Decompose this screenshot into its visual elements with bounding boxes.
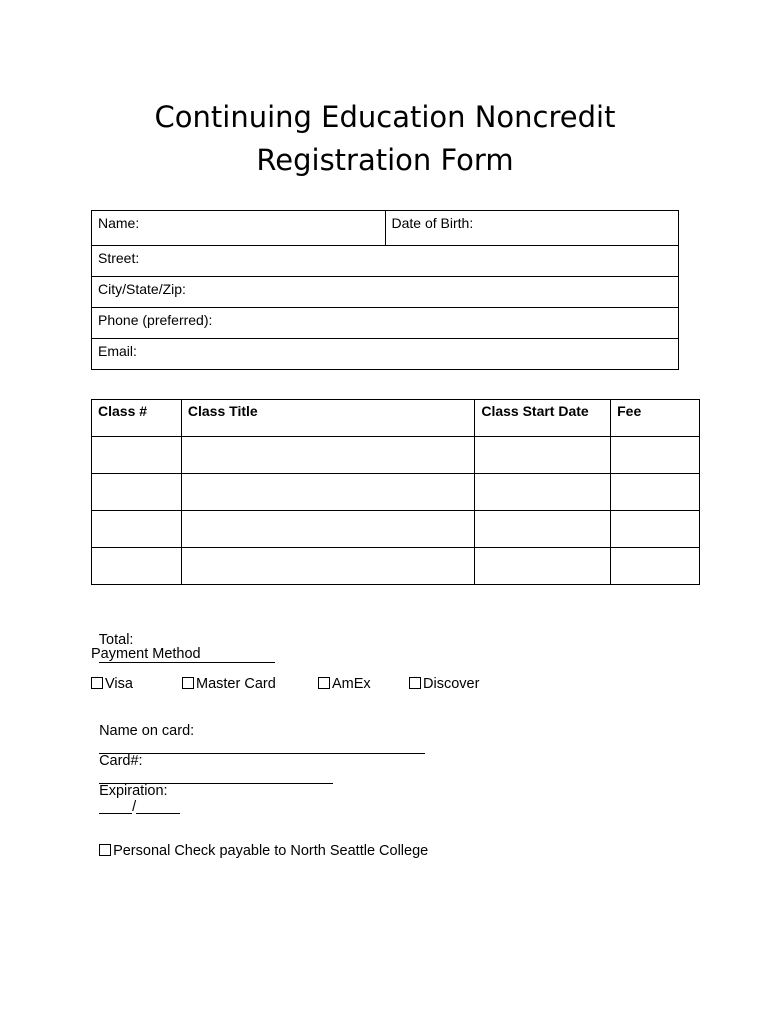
table-row [92, 437, 700, 474]
phone-label: Phone (preferred): [98, 312, 213, 328]
card-number-label: Card#: [99, 753, 143, 769]
classes-header-row [92, 400, 700, 437]
class-number-cell[interactable] [92, 548, 182, 585]
class-start-date-cell[interactable] [475, 437, 611, 474]
dob-field[interactable] [385, 211, 679, 246]
class-number-cell[interactable] [92, 474, 182, 511]
table-row [92, 474, 700, 511]
payment-options [91, 676, 511, 696]
class-title-cell[interactable] [181, 548, 474, 585]
expiration-year-blank[interactable] [136, 799, 180, 814]
class-number-cell[interactable] [92, 437, 182, 474]
class-start-date-cell[interactable] [475, 548, 611, 585]
dob-label: Date of Birth: [391, 215, 474, 231]
expiration-separator: / [132, 799, 137, 815]
visa-option[interactable] [91, 676, 133, 692]
form-title-line2: Registration Form [256, 143, 514, 177]
fee-header: Fee [611, 400, 700, 437]
classes-table [91, 399, 700, 585]
fee-cell[interactable] [611, 474, 700, 511]
name-field[interactable] [92, 211, 386, 246]
email-field[interactable] [92, 339, 679, 370]
class-start-date-header: Class Start Date [475, 400, 611, 437]
class-title-cell[interactable] [181, 474, 474, 511]
discover-checkbox[interactable] [409, 677, 421, 689]
mastercard-option[interactable] [182, 676, 276, 692]
table-row [92, 548, 700, 585]
table-row [92, 511, 700, 548]
personal-info-table [91, 210, 679, 370]
class-title-cell[interactable] [181, 511, 474, 548]
email-label: Email: [98, 343, 137, 359]
amex-label: AmEx [332, 676, 371, 692]
class-start-date-cell[interactable] [475, 511, 611, 548]
form-title [0, 96, 770, 182]
expiration-line [91, 767, 180, 815]
amex-checkbox[interactable] [318, 677, 330, 689]
city-state-zip-field[interactable] [92, 277, 679, 308]
fee-cell[interactable] [611, 548, 700, 585]
mastercard-checkbox[interactable] [182, 677, 194, 689]
class-number-cell[interactable] [92, 511, 182, 548]
name-on-card-label: Name on card: [99, 723, 195, 739]
personal-check-checkbox[interactable] [99, 844, 111, 856]
class-title-header: Class Title [181, 400, 474, 437]
visa-label: Visa [105, 676, 133, 692]
class-number-header: Class # [92, 400, 182, 437]
visa-checkbox[interactable] [91, 677, 103, 689]
total-label: Total: [98, 632, 134, 648]
city-state-zip-label: City/State/Zip: [98, 281, 186, 297]
class-start-date-cell[interactable] [475, 474, 611, 511]
fee-cell[interactable] [611, 511, 700, 548]
phone-field[interactable] [92, 308, 679, 339]
personal-check-option[interactable] [91, 827, 428, 859]
discover-label: Discover [423, 676, 480, 692]
class-title-cell[interactable] [181, 437, 474, 474]
expiration-label: Expiration: [99, 783, 168, 799]
payment-method-label: Payment Method [91, 646, 201, 662]
form-title-line1: Continuing Education Noncredit [154, 100, 616, 134]
amex-option[interactable] [318, 676, 371, 692]
expiration-month-blank[interactable] [99, 799, 132, 814]
fee-cell[interactable] [611, 437, 700, 474]
street-field[interactable] [92, 246, 679, 277]
name-label: Name: [98, 215, 140, 231]
personal-check-label: Personal Check payable to North Seattle College [113, 843, 429, 859]
mastercard-label: Master Card [196, 676, 276, 692]
discover-option[interactable] [409, 676, 479, 692]
street-label: Street: [98, 250, 140, 266]
